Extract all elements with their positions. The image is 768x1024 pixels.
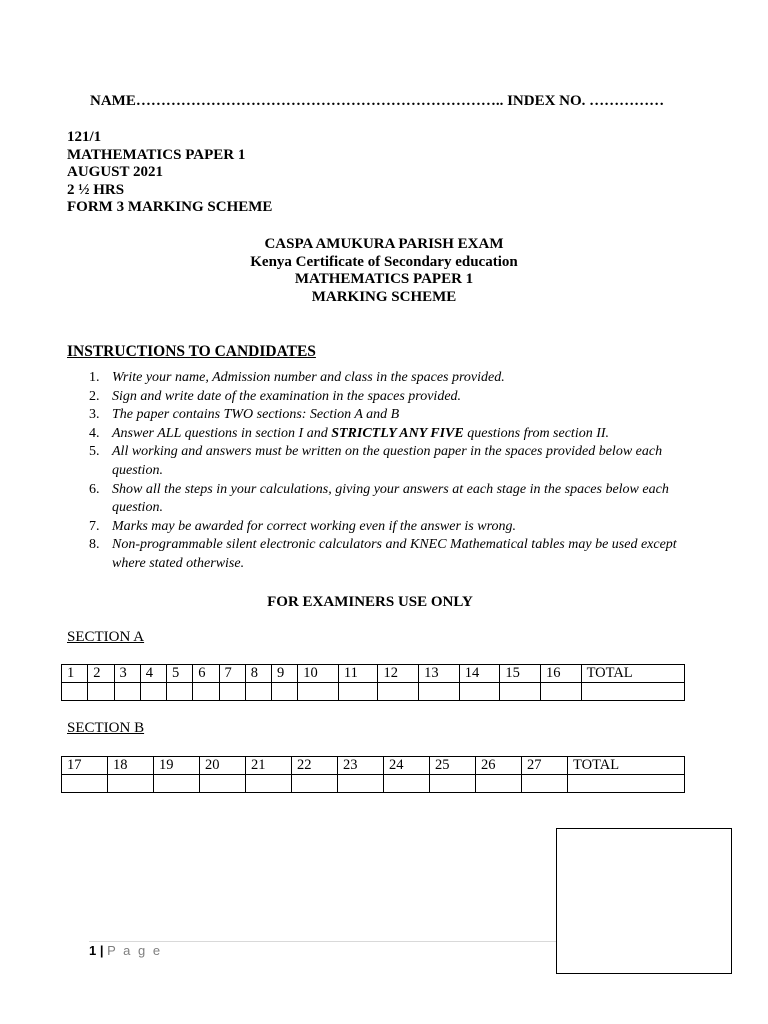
section-b-label: SECTION B (67, 720, 145, 736)
question-number-cell: 15 (500, 665, 541, 683)
score-cell (500, 683, 541, 701)
score-cell (540, 683, 581, 701)
score-cell (193, 683, 219, 701)
question-number-cell: 11 (338, 665, 378, 683)
paper-header (67, 129, 272, 217)
score-cell (298, 683, 339, 701)
question-number-cell: 14 (459, 665, 500, 683)
question-number-cell: 26 (476, 757, 522, 775)
instruction-item (67, 443, 677, 480)
instruction-number: 3. (89, 407, 100, 423)
question-number-cell: 1 (62, 665, 88, 683)
score-cell (200, 775, 246, 793)
instruction-number: 4. (89, 425, 100, 441)
instruction-number: 7. (89, 518, 100, 534)
name-index-line: NAME……………………………………………………………….. INDEX NO. …………… (90, 93, 665, 109)
title-paper: MATHEMATICS PAPER 1 (294, 271, 474, 287)
score-cell (272, 683, 298, 701)
page-number: 1 (89, 943, 97, 958)
instruction-number: 8. (89, 537, 100, 553)
table-score-row (62, 775, 685, 793)
question-number-cell: 12 (378, 665, 419, 683)
question-number-cell: 23 (338, 757, 384, 775)
instruction-item (67, 536, 677, 573)
footer-divider (89, 941, 556, 942)
exam-name: CASPA AMUKURA PARISH EXAM (264, 236, 504, 252)
table-score-row (62, 683, 685, 701)
score-cell (167, 683, 193, 701)
exam-title-block (0, 236, 768, 306)
score-cell (140, 683, 166, 701)
instruction-text: Sign and write date of the examination in the spaces provided. (112, 388, 462, 404)
paper-scheme: FORM 3 MARKING SCHEME (67, 199, 273, 215)
score-cell (378, 683, 419, 701)
question-number-cell: 17 (62, 757, 108, 775)
question-number-cell: 6 (193, 665, 219, 683)
question-number-cell: 3 (114, 665, 140, 683)
total-header-cell: TOTAL (568, 757, 685, 775)
score-cell (384, 775, 430, 793)
section-a-table (61, 664, 685, 701)
instruction-item (67, 481, 677, 518)
question-number-cell: 18 (108, 757, 154, 775)
score-cell (88, 683, 114, 701)
question-number-cell: 4 (140, 665, 166, 683)
instruction-item (67, 369, 677, 388)
question-number-cell: 7 (219, 665, 245, 683)
paper-subject: MATHEMATICS PAPER 1 (67, 146, 246, 163)
question-number-cell: 2 (88, 665, 114, 683)
score-cell (338, 683, 378, 701)
instruction-text: Write your name, Admission number and class in the spaces provided. (112, 370, 505, 385)
paper-date: AUGUST 2021 (67, 164, 163, 180)
instruction-number: 2. (89, 388, 100, 404)
instruction-item (67, 518, 677, 537)
question-number-cell: 9 (272, 665, 298, 683)
instruction-number: 1. (89, 370, 100, 385)
page-word: P a g e (107, 943, 163, 958)
question-number-cell: 22 (292, 757, 338, 775)
footer-separator: | (99, 943, 104, 958)
instruction-text: questions from section II. (463, 425, 610, 441)
score-cell (459, 683, 500, 701)
score-cell (581, 683, 684, 701)
instructions-list (67, 369, 677, 574)
score-cell (568, 775, 685, 793)
question-number-cell: 8 (245, 665, 271, 683)
question-number-cell: 5 (167, 665, 193, 683)
section-a-label: SECTION A (67, 629, 145, 645)
score-box (556, 828, 732, 974)
score-cell (108, 775, 154, 793)
examiners-heading: FOR EXAMINERS USE ONLY (267, 594, 473, 610)
page-footer (89, 943, 162, 958)
question-number-cell: 19 (154, 757, 200, 775)
question-number-cell: 20 (200, 757, 246, 775)
score-cell (522, 775, 568, 793)
score-cell (219, 683, 245, 701)
paper-code: 121/1 (67, 129, 102, 145)
total-header-cell: TOTAL (581, 665, 684, 683)
instruction-text: All working and answers must be written on the question paper in the spaces provided below each question. (112, 444, 663, 478)
instruction-text: Marks may be awarded for correct working even if the answer is wrong. (112, 518, 517, 534)
instructions-heading: INSTRUCTIONS TO CANDIDATES (67, 343, 316, 360)
instruction-emphasis: STRICTLY ANY FIVE (331, 425, 464, 441)
score-cell (114, 683, 140, 701)
score-cell (476, 775, 522, 793)
instruction-text: Answer ALL questions in section I and (112, 425, 332, 441)
title-scheme: MARKING SCHEME (311, 288, 457, 305)
question-number-cell: 25 (430, 757, 476, 775)
question-number-cell: 16 (540, 665, 581, 683)
instruction-text: The paper contains TWO sections: Section A and B (112, 407, 400, 423)
score-cell (62, 775, 108, 793)
question-number-cell: 10 (298, 665, 339, 683)
question-number-cell: 24 (384, 757, 430, 775)
paper-duration: 2 ½ HRS (67, 181, 125, 198)
instruction-item (67, 406, 677, 425)
instruction-text: Show all the steps in your calculations, giving your answers at each stage in the spaces below each question. (112, 481, 669, 516)
table-header-row (62, 665, 685, 683)
certificate-name: Kenya Certificate of Secondary education (250, 253, 518, 270)
table-header-row (62, 757, 685, 775)
score-cell (62, 683, 88, 701)
score-cell (154, 775, 200, 793)
score-cell (292, 775, 338, 793)
score-cell (419, 683, 460, 701)
question-number-cell: 21 (246, 757, 292, 775)
instruction-number: 5. (89, 444, 100, 460)
score-cell (338, 775, 384, 793)
question-number-cell: 27 (522, 757, 568, 775)
instruction-item (67, 425, 677, 444)
score-cell (245, 683, 271, 701)
section-b-table (61, 756, 685, 793)
instruction-item (67, 388, 677, 407)
score-cell (430, 775, 476, 793)
instruction-number: 6. (89, 481, 100, 497)
score-cell (246, 775, 292, 793)
instruction-text: Non-programmable silent electronic calculators and KNEC Mathematical tables may be used except where stated otherwise. (112, 537, 677, 571)
question-number-cell: 13 (419, 665, 460, 683)
